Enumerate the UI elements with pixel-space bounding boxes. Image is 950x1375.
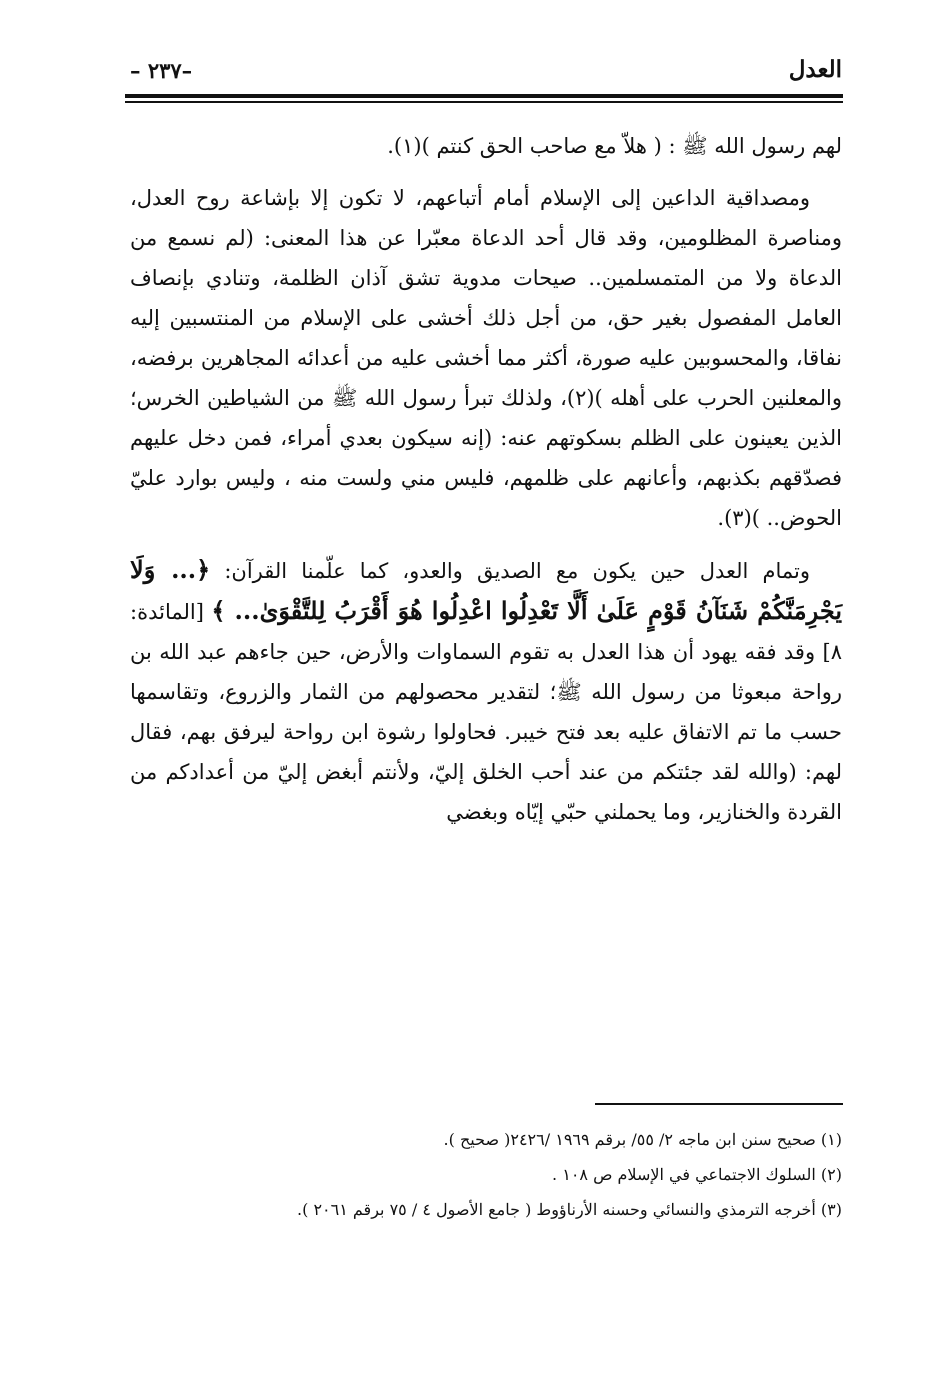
paragraph-2: ومصداقية الداعين إلى الإسلام أمام أتباعهم، لا تكون إلا بإشاعة روح العدل، ومناصرة المظلومين، وقد قال أحد الدعاة معبّرا عن هذا المعنى: (لم نسمع من الدعاة ولا من المتمسلمين.. صيحات مدوية تشق آذان الظلمة، وتنادي بإنصاف العامل المفصول بغير حق، من أجل ذلك أخشى على الإسلام من المنتسبين إليه نفاقا، والمحسوبين عليه صورة، أكثر مما أخشى عليه من أعدائه المجاهرين برفضه، والمعلنين الحرب على أهله )(٢)، ولذلك تبرأ رسول الله ﷺ من الشياطين الخرس؛ الذين يعينون على الظلم بسكوتهم عنه: (إنه سيكون بعدي أمراء، فمن دخل عليهم فصدّقهم بكذبهم، وأعانهم على ظلمهم، فليس مني ولست منه ، وليس بوارد عليّ الحوض.. )(٣). xyxy=(130,186,842,530)
paragraph-3-intro: وتمام العدل حين يكون مع الصديق والعدو، كما علّمنا القرآن: xyxy=(224,559,810,583)
paragraph-3 xyxy=(130,550,842,832)
header-rule-thin xyxy=(125,101,843,103)
paragraph-1: لهم رسول الله ﷺ : ( هلاّ مع صاحب الحق كنتم )(١). xyxy=(387,134,842,158)
footnote-separator xyxy=(595,1103,843,1105)
header-rule-thick xyxy=(125,94,843,98)
footnote-1: (١) صحيح سنن ابن ماجه ٢/ ٥٥/ برقم ١٩٦٩ /٢٤٢٦( صحيح ). xyxy=(443,1130,842,1149)
page-number: – ٢٣٧– xyxy=(130,58,193,83)
running-header xyxy=(128,52,842,92)
chapter-title: العدل xyxy=(788,56,842,83)
main-text xyxy=(130,126,842,832)
quran-verse: ﴿... وَلَا يَجْرِمَنَّكُمْ شَنَآنُ قَوْمٍ عَلَىٰ أَلَّا تَعْدِلُوا اعْدِلُوا هُوَ أَقْرَبُ لِلتَّقْوَىٰ... ﴾ xyxy=(130,555,842,625)
footnote-2: (٢) السلوك الاجتماعي في الإسلام ص ١٠٨ . xyxy=(552,1165,842,1184)
footnotes xyxy=(130,1122,842,1227)
footnote-3: (٣) أخرجه الترمذي والنسائي وحسنه الأرناؤوط ( جامع الأصول ٤ / ٧٥ برقم ٢٠٦١ ). xyxy=(297,1200,842,1219)
paragraph-3-rest: [المائدة: ٨] وقد فقه يهود أن هذا العدل به تقوم السماوات والأرض، حين جاءهم عبد الله بن رواحة مبعوثا من رسول الله ﷺ؛ لتقدير محصولهم من الثمار والزروع، وتقاسمها حسب ما تم الاتفاق عليه بعد فتح خيبر. فحاولوا رشوة ابن رواحة ليرفق بهم، فقال لهم: (والله لقد جئتكم من عند أحب الخلق إليّ، ولأنتم أبغض إليّ من أعدادكم من القردة والخنازير، وما يحملني حبّي إيّاه وبغضي xyxy=(130,600,842,824)
